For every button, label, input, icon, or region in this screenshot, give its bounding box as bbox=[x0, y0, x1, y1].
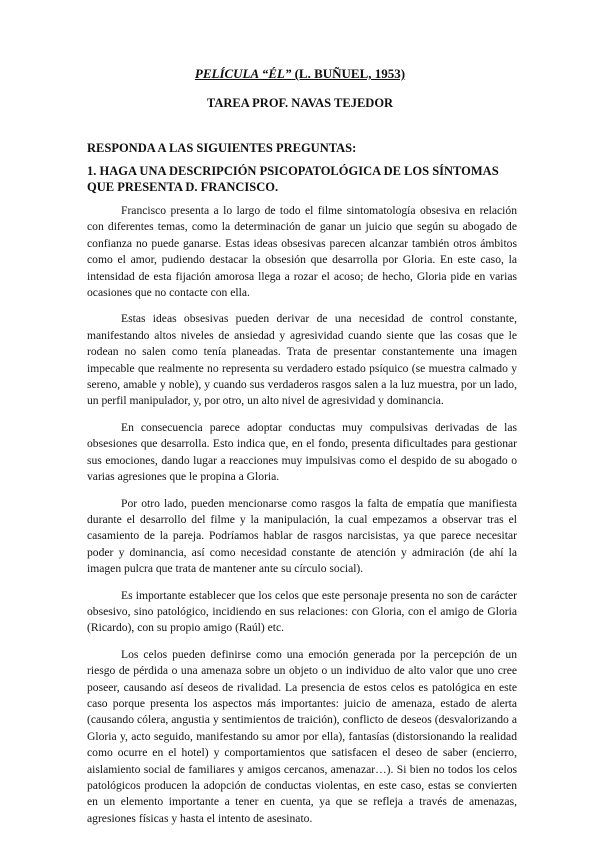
title-director-year: (L. BUÑUEL, 1953) bbox=[291, 66, 406, 81]
paragraph: Estas ideas obsesivas pueden derivar de una necesidad de control constante, manifestando altos niveles de ansiedad y agresividad cuando siente que las cosas que le rodean no salen como tenía planeadas. Trata de presentar constantemente una imagen impecable que realmente no representa su verdadero estado psíquico (se muestra calmado y sereno, amable y noble), y cuando sus verdaderos rasgos salen a la luz muestra, por un lado, un perfil manipulador, y, por otro, un alto nivel de agresividad y dominancia. bbox=[87, 312, 517, 408]
document-subtitle: TAREA PROF. NAVAS TEJEDOR bbox=[206, 96, 394, 110]
answer-body bbox=[87, 203, 517, 837]
title-film-name: PELÍCULA “ÉL” bbox=[194, 66, 292, 81]
question-heading: 1. HAGA UNA DESCRIPCIÓN PSICOPATOLÓGICA DE LOS SÍNTOMAS QUE PRESENTA D. FRANCISCO. bbox=[87, 164, 499, 194]
instructions-heading: RESPONDA A LAS SIGUIENTES PREGUNTAS: bbox=[87, 141, 357, 155]
paragraph: Francisco presenta a lo largo de todo el filme sintomatología obsesiva en relación con diferentes temas, como la determinación de ganar un juicio que según su abogado de confianza no puede ganarse. Estas ideas obsesivas parecen alcanzar también otros ámbitos como el amor, pudiendo destacar la obsesión que desarrolla por Gloria. En este caso, la intensidad de esta fijación amorosa llega a rozar el acoso; de hecho, Gloria pide en varias ocasiones que no contacte con ella. bbox=[87, 204, 517, 300]
paragraph: Es importante establecer que los celos que este personaje presenta no son de carácter obsesivo, sino patológico, incidiendo en sus relaciones: con Gloria, con el amigo de Gloria (Ricardo), con su propio amigo (Raúl) etc. bbox=[87, 588, 517, 635]
paragraph: En consecuencia parece adoptar conductas muy compulsivas derivadas de las obsesiones que desarrolla. Esto indica que, en el fondo, presenta dificultades para gestionar sus emociones, dando lugar a reacciones muy impulsivas como el despido de su abogado o varias agresiones que le propina a Gloria. bbox=[87, 420, 517, 484]
paragraph: Por otro lado, pueden mencionarse como rasgos la falta de empatía que manifiesta durante el desarrollo del filme y la manipulación, la cual empezamos a observar tras el casamiento de la pareja. Podríamos hablar de rasgos narcisistas, ya que parece necesitar poder y dominancia, así como necesidad constante de atención y admiración (de ahí la imagen pulcra que trata de mantener ante su círculo social). bbox=[87, 496, 517, 576]
paragraph: Los celos pueden definirse como una emoción generada por la percepción de un riesgo de pérdida o una amenaza sobre un objeto o un individuo de alto valor que uno cree poseer, causando así deseos de rivalidad. La presencia de estos celos es patológica en este caso porque presenta los aspectos más importantes: juicio de amenaza, estado de alerta (causando cólera, angustia y sentimientos de traición), conflicto de deseos (desvalorizando a Gloria y, acto seguido, manifestando su amor por ella), fantasías (distorsionando la realidad como ocurre en el hotel) y comportamientos que satisfacen el deseo de saber (encierro, aislamiento social de familiares y amigos cercanos, amenazar…). Si bien no todos los celos patológicos producen la adopción de conductas violentas, en este caso, estas se convierten en un elemento importante a tener en cuenta, ya que se refleja a través de amenazas, agresiones físicas y hasta el intento de asesinato. bbox=[87, 647, 517, 825]
document-title bbox=[0, 66, 600, 82]
